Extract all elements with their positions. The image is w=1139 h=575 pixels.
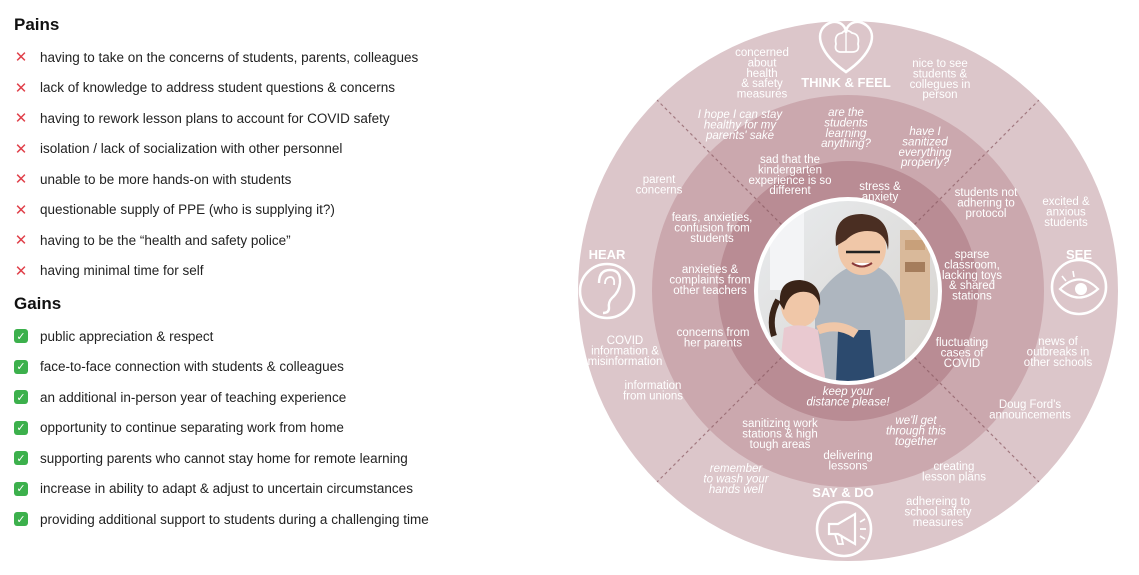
see-inner-note: cases of (940, 347, 984, 360)
checkmark-icon: ✓ (14, 482, 28, 496)
gain-item-text: providing additional support to students during a challenging time (40, 511, 429, 527)
see-inner-note: classroom, (944, 259, 1000, 272)
think-feel-middle-note: anything? (821, 138, 871, 151)
think-feel-middle-note: parents' sake (705, 129, 775, 142)
gain-item-text: opportunity to continue separating work from home (40, 420, 344, 435)
say-do-outer-note: measures (912, 516, 964, 529)
checkmark-icon: ✓ (14, 451, 28, 465)
gain-item-text: public appreciation & respect (40, 328, 214, 344)
checkmark-icon: ✓ (14, 390, 28, 404)
cross-icon: ✕ (14, 110, 28, 127)
say-do-outer-note: announcements (989, 409, 1071, 422)
think-feel-middle-note: are the (828, 107, 864, 119)
hear-outer-note: concerns (635, 184, 683, 197)
think-feel-middle-note: I hope I can stay (697, 109, 783, 121)
think-feel-outer-note: person (922, 89, 958, 102)
think-feel-outer-note: collegues in (909, 78, 971, 91)
say-do-outer-note: lesson plans (922, 471, 986, 484)
hear-outer-note: misinformation (587, 355, 663, 368)
see-outer-note: outbreaks in (1026, 346, 1090, 359)
think-feel-inner-note: anxiety (861, 191, 899, 204)
say-do-outer-note: hands well (708, 483, 764, 496)
think-feel-middle-note: learning (825, 127, 867, 140)
pain-item-text: lack of knowledge to address student questions & concerns (40, 80, 395, 95)
see-label: SEE (1065, 247, 1093, 262)
say-do-middle-note: sanitizing work (742, 418, 818, 430)
see-middle-note: adhering to (957, 197, 1015, 210)
think-feel-outer-note: students & (912, 68, 968, 81)
see-inner-note: & shared (948, 280, 996, 293)
checkmark-icon: ✓ (14, 360, 28, 374)
say-do-outer-note: Doug Ford's (998, 399, 1062, 411)
checkmark-icon: ✓ (14, 512, 28, 526)
hear-middle-note: students (690, 232, 734, 245)
hear-middle-note: fears, anxieties, (671, 212, 753, 224)
pain-item-text: having to be the “health and safety police” (40, 232, 291, 248)
see-outer-note: excited & (1042, 196, 1090, 208)
say-do-outer-note: to wash your (703, 473, 769, 486)
say-do-outer-note: adhereing to (906, 496, 970, 508)
say-do-inner-note: keep your (822, 386, 874, 398)
say-do-outer-note: remember (709, 463, 763, 475)
see-inner-note: fluctuating (935, 337, 989, 349)
see-inner-note: stations (952, 290, 992, 303)
see-middle-note: protocol (965, 207, 1007, 220)
say-do-middle-note: tough areas (749, 438, 811, 451)
think-feel-inner-note: different (769, 185, 811, 198)
gain-item-text: supporting parents who cannot stay home for remote learning (40, 450, 408, 466)
cross-icon: ✕ (14, 79, 28, 97)
hear-middle-note: her parents (683, 337, 743, 350)
pain-item-text: isolation / lack of socialization with other personnel (40, 141, 343, 156)
hear-middle-note: confusion from (674, 222, 750, 235)
cross-icon: ✕ (14, 232, 28, 249)
pain-item-text: having to rework lesson plans to account for COVID safety (40, 110, 390, 126)
think-feel-middle-note: have I (909, 126, 941, 138)
see-outer-note: news of (1038, 336, 1078, 348)
think-feel-middle-note: healthy for my (703, 119, 777, 132)
pain-item-text: having to take on the concerns of students, parents, colleagues (40, 49, 419, 65)
say-do-middle-note: through this (885, 425, 947, 438)
cross-icon: ✕ (14, 140, 28, 158)
gain-item-text: an additional in-person year of teaching experience (40, 389, 347, 405)
say-do-inner-note: distance please! (806, 396, 890, 409)
hear-outer-note: COVID (606, 335, 644, 347)
think-feel-inner-note: experience is so (748, 174, 832, 187)
see-inner-note: COVID (943, 357, 981, 370)
think-feel-inner-note: kindergarten (758, 164, 822, 177)
hear-middle-note: complaints from (669, 274, 751, 287)
cross-icon: ✕ (14, 201, 28, 219)
think-feel-outer-note: & safety (741, 78, 783, 91)
think-feel-middle-note: properly? (901, 157, 949, 170)
think-feel-inner-note: sad that the (759, 154, 821, 166)
see-inner-note: lacking toys (941, 269, 1003, 282)
say-do-middle-note: stations & high (742, 428, 818, 441)
think-feel-outer-note: about (747, 57, 777, 70)
think-feel-outer-note: concerned (735, 47, 789, 59)
checkmark-icon: ✓ (14, 421, 28, 435)
hear-middle-note: anxieties & (681, 264, 739, 276)
cross-icon: ✕ (14, 262, 28, 280)
think-feel-outer-note: health (746, 67, 778, 80)
see-outer-note: anxious (1046, 206, 1086, 219)
hear-outer-note: from unions (622, 390, 684, 403)
pain-item-text: questionable supply of PPE (who is supplying it?) (40, 202, 335, 217)
think-feel-middle-note: everything (898, 146, 952, 159)
think-feel-middle-note: students (824, 117, 868, 130)
say-do-label: SAY & DO (812, 485, 874, 500)
say-do-middle-note: lessons (828, 460, 868, 473)
see-outer-note: students (1044, 216, 1088, 229)
think-feel-label: THINK & FEEL (801, 75, 891, 90)
gains-title: Gains (14, 294, 62, 313)
cross-icon: ✕ (14, 171, 28, 188)
think-feel-outer-note: measures (736, 88, 788, 101)
hear-middle-note: other teachers (673, 284, 747, 297)
say-do-middle-note: delivering (823, 450, 873, 462)
think-feel-outer-note: nice to see (912, 58, 968, 70)
pain-item-text: unable to be more hands-on with students (40, 171, 292, 187)
see-middle-note: students not (954, 187, 1018, 199)
see-outer-note: other schools (1023, 356, 1093, 369)
pain-item-text: having minimal time for self (40, 263, 204, 278)
gain-item-text: face-to-face connection with students & colleagues (40, 359, 344, 374)
say-do-middle-note: together (894, 435, 938, 448)
checkmark-icon: ✓ (14, 329, 28, 343)
see-inner-note: sparse (954, 249, 990, 261)
say-do-middle-note: we'll get (895, 415, 937, 427)
think-feel-inner-note: stress & (859, 181, 901, 193)
hear-outer-note: parent (642, 174, 676, 186)
cross-icon: ✕ (14, 49, 28, 66)
hear-outer-note: information & (591, 345, 659, 358)
say-do-outer-note: creating (933, 461, 975, 473)
hear-outer-note: information (624, 380, 682, 392)
hear-middle-note: concerns from (676, 327, 750, 339)
pains-title: Pains (14, 15, 60, 34)
gain-item-text: increase in ability to adapt & adjust to uncertain circumstances (40, 481, 413, 496)
think-feel-middle-note: sanitized (902, 136, 948, 149)
hear-label: HEAR (588, 247, 626, 262)
say-do-outer-note: school safety (904, 506, 972, 519)
